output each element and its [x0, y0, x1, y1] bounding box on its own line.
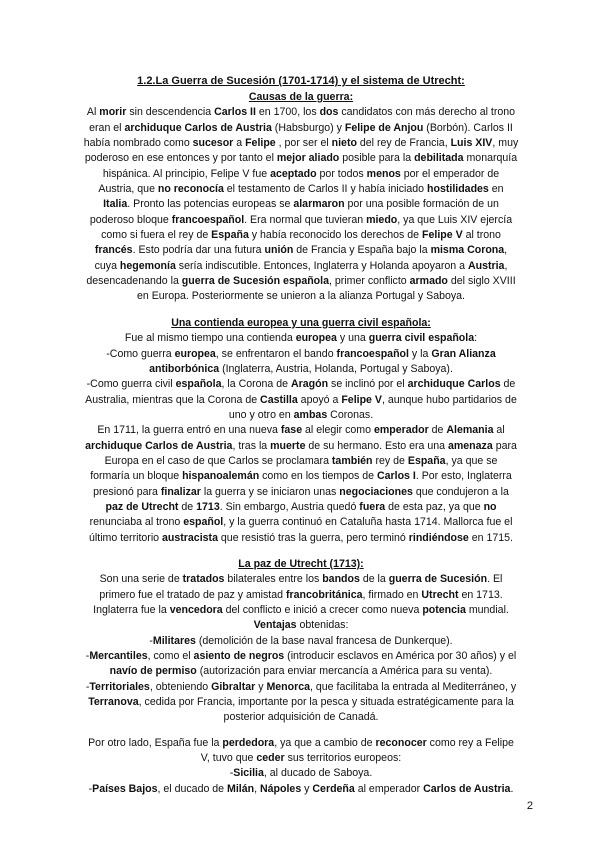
text-run: ,	[504, 244, 508, 257]
text-run: uno y otro en	[228, 408, 294, 421]
text-run: -Como guerra civil	[86, 378, 176, 391]
bold-term: Mercantiles	[89, 650, 148, 663]
text-run: de la	[359, 573, 389, 586]
text-line	[66, 274, 536, 289]
bold-term: guerra civil española	[368, 332, 475, 345]
bold-term: Ventajas	[253, 619, 297, 632]
bold-term: España	[211, 229, 249, 242]
text-run: cuya	[94, 259, 120, 272]
text-run: y	[255, 680, 267, 693]
text-run: , y la guerra continuó en Cataluña hasta 1714. Mallorca fue el	[223, 516, 513, 529]
text-run: rey de	[372, 454, 408, 467]
bold-term: finalizar	[160, 485, 201, 498]
bold-term: España	[407, 454, 446, 467]
bold-term: vencedora	[169, 604, 223, 616]
bold-term: Alemania	[446, 424, 494, 437]
text-run: (Borbón). Carlos II	[423, 121, 513, 134]
text-run: . Pronto las potencias europeas se	[127, 198, 294, 211]
text-run: de	[428, 424, 447, 437]
bold-term: fuera	[359, 500, 386, 513]
text-run: V, tuvo que	[200, 752, 257, 765]
bold-term: Gibraltar	[211, 680, 256, 693]
text-run: que resistió tras la guerra, pero terminó	[217, 531, 409, 544]
text-run: . El	[487, 573, 503, 586]
text-line	[66, 515, 536, 530]
text-line	[66, 618, 536, 633]
bold-term: Nápoles	[260, 782, 302, 795]
text-run: presionó para	[93, 485, 161, 498]
text-line	[66, 782, 536, 797]
text-line	[66, 259, 536, 274]
text-run: -	[85, 680, 90, 693]
bold-term: española	[175, 378, 222, 391]
text-line	[66, 454, 536, 469]
text-run: , tras la	[232, 439, 271, 452]
text-run: :	[474, 332, 478, 345]
text-line	[66, 766, 536, 781]
text-run: , muy	[492, 137, 519, 150]
bold-term: sucesor	[192, 137, 234, 150]
bold-term: amenaza	[447, 439, 493, 452]
bold-term: Felipe V	[341, 393, 382, 406]
text-line	[66, 680, 536, 695]
bold-term: francés	[94, 244, 133, 257]
text-run: por todos	[316, 167, 367, 180]
bold-term: Luis XIV	[450, 137, 493, 150]
text-run: y había reconocido los derechos de	[248, 229, 423, 242]
section-causas	[66, 90, 536, 305]
text-run: , cedida por Francia, importante por la pesca y situada estratégicamente para la	[138, 696, 514, 709]
bold-term: Terranova	[88, 696, 139, 709]
bold-term: Italia	[103, 198, 128, 211]
bold-term: bandos	[322, 573, 360, 586]
bold-term: hostilidades	[427, 183, 489, 196]
bold-term: guerra de Sucesión española	[181, 275, 329, 288]
section-heading: Una contienda europea y una guerra civil española:	[171, 316, 431, 329]
text-line	[66, 751, 536, 766]
bold-term: dos	[319, 106, 339, 119]
text-line	[66, 664, 536, 679]
text-run: , al ducado de Saboya.	[263, 767, 373, 780]
text-run: , firmado en	[362, 588, 422, 601]
text-run: al	[493, 424, 505, 437]
bold-term: Utrecht	[421, 588, 459, 601]
text-line	[66, 603, 536, 618]
text-run: En 1711, la guerra entró en una nueva	[97, 424, 281, 437]
bold-term: rindiéndose	[408, 531, 469, 544]
text-run: como si fuera el rey de	[101, 229, 212, 242]
bold-term: potencia	[422, 604, 466, 616]
text-run: poderoso en ese entonces y por tanto el	[84, 152, 277, 165]
text-line	[66, 362, 536, 377]
text-run: para	[492, 439, 517, 452]
bold-term: perdedora	[222, 736, 275, 749]
bold-term: ambas	[293, 408, 328, 421]
text-run: Austria, que	[98, 183, 158, 196]
text-run: posterior adquisición de Canadá.	[223, 711, 379, 724]
text-run: , primer conflicto	[328, 275, 410, 288]
text-run: al elegir como	[302, 424, 374, 437]
text-run: Australia, mientras que la Corona de	[85, 393, 261, 406]
text-run: (autorización para enviar mercancía a América para su venta).	[196, 665, 493, 678]
bold-term: ceder	[256, 752, 285, 765]
bold-term: Menorca	[266, 680, 311, 693]
bold-term: austracista	[162, 531, 218, 544]
text-line	[66, 736, 536, 751]
text-run: en	[488, 183, 504, 196]
text-run: por el emperador de	[400, 167, 500, 180]
text-line	[66, 213, 536, 228]
bold-term: unión	[264, 244, 294, 257]
bold-term: armado	[409, 275, 448, 288]
section-heading: La paz de Utrecht (1713):	[238, 557, 364, 570]
text-run: como rey a Felipe	[426, 736, 514, 749]
text-run: mundial.	[465, 604, 509, 616]
bold-term: Austria	[467, 259, 505, 272]
bold-term: antiborbónica	[149, 362, 220, 375]
section-espana	[66, 736, 536, 797]
bold-term: Sicilia	[233, 767, 264, 780]
text-run: . Era normal que tuvieran	[244, 213, 367, 226]
text-run: Coronas.	[327, 408, 374, 421]
text-run: de Francia y España bajo la	[293, 244, 431, 257]
bold-term: europea	[295, 332, 337, 345]
text-run: ,	[254, 782, 260, 795]
text-run: en 1700, los	[255, 106, 320, 119]
text-line	[66, 347, 536, 362]
bold-term: europea	[174, 347, 216, 360]
bold-term: 1713	[196, 500, 220, 513]
text-run: primero fue el tratado de paz y amistad	[99, 588, 286, 601]
text-line	[66, 182, 536, 197]
text-run: posible para la	[339, 152, 415, 165]
text-run: del rey de Francia,	[356, 137, 451, 150]
text-run: el testamento de Carlos II y había iniciado	[223, 183, 428, 196]
text-run: , que facilitaba la entrada al Mediterráneo, y	[310, 680, 517, 693]
text-line	[66, 228, 536, 243]
text-line	[66, 531, 536, 546]
bold-term: Cerdeña	[312, 782, 355, 795]
bold-term: Gran Alianza	[431, 347, 496, 360]
bold-term: paz de Utrecht	[105, 500, 179, 513]
bold-term: menos	[366, 167, 401, 180]
text-run: (demolición de la base naval francesa de Dunkerque).	[195, 634, 453, 647]
bold-term: Castilla	[260, 393, 298, 406]
bold-term: guerra de Sucesión	[388, 573, 488, 586]
bold-term: negociaciones	[339, 485, 413, 498]
bold-term: hispanoalemán	[182, 470, 260, 483]
bold-term: debilitada	[414, 152, 464, 165]
text-run: de su hermano. Esto era una	[305, 439, 448, 452]
text-run: del siglo XVIII	[447, 275, 516, 288]
bold-term: asiento de negros	[193, 650, 285, 663]
text-run: del conflicto e inició a crecer como nueva	[222, 604, 423, 616]
bold-term: Territoriales	[89, 680, 150, 693]
text-line	[66, 151, 536, 166]
text-line	[66, 500, 536, 515]
bold-term: no	[483, 500, 497, 513]
bold-term: Felipe	[245, 137, 276, 150]
section-contienda	[66, 316, 536, 546]
text-run: como en los tiempos de	[259, 470, 377, 483]
bold-term: mejor aliado	[276, 152, 340, 165]
text-run: -	[88, 782, 93, 795]
text-run: se inclinó por el	[328, 378, 408, 391]
bold-term: español	[183, 516, 224, 529]
section-heading: Causas de la guerra:	[248, 91, 354, 103]
text-run: , se enfrentaron el bando	[215, 347, 337, 360]
text-run: Inglaterra fue la	[93, 604, 170, 616]
text-run: , el ducado de	[157, 782, 228, 795]
text-line	[66, 197, 536, 212]
text-line	[66, 439, 536, 454]
section-body	[66, 572, 536, 725]
text-line	[66, 469, 536, 484]
text-run: la guerra y se iniciaron unas	[200, 485, 340, 498]
text-run: había nombrado como	[83, 137, 193, 150]
text-run: al emperador	[354, 782, 424, 795]
text-run: , ya que a cambio de	[274, 736, 376, 749]
text-run: de	[500, 378, 516, 391]
text-run: de esta paz, ya que	[385, 500, 484, 513]
bold-term: archiduque Carlos de Austria	[85, 439, 233, 452]
bold-term: Felipe de Anjou	[344, 121, 424, 134]
text-run: obtenidas:	[296, 619, 349, 632]
text-run: (Habsburgo) y	[271, 121, 345, 134]
bold-term: no reconocía	[157, 183, 224, 196]
bold-term: francoespañol	[336, 347, 409, 360]
text-line	[66, 243, 536, 258]
text-run: Fue al mismo tiempo una contienda	[124, 332, 296, 345]
text-run: último territorio	[89, 531, 163, 544]
text-line	[66, 105, 536, 120]
text-run: hispánica. Al principio, Felipe V fue	[102, 167, 271, 180]
text-run: . Por esto, Inglaterra	[415, 470, 512, 483]
text-run: por una posible formación de un	[344, 198, 499, 211]
text-line	[66, 572, 536, 587]
text-run: en 1713.	[458, 588, 503, 601]
bold-term: emperador	[373, 424, 429, 437]
text-run: -	[149, 634, 153, 647]
text-run: y una	[336, 332, 369, 345]
text-run: en 1715.	[468, 531, 513, 544]
text-line	[66, 136, 536, 151]
bold-term: francobritánica	[285, 588, 363, 601]
text-run: poderoso bloque	[89, 213, 172, 226]
text-run: Al	[86, 106, 100, 119]
text-run: .	[510, 782, 514, 795]
text-run: , la Corona de	[221, 378, 291, 391]
bold-term: morir	[99, 106, 127, 119]
text-line	[66, 393, 536, 408]
text-run: sus territorios europeos:	[284, 752, 402, 765]
document-title: 1.2.La Guerra de Sucesión (1701-1714) y el sistema de Utrecht:	[137, 75, 465, 87]
section-body	[66, 736, 536, 797]
text-run: y	[301, 782, 313, 795]
text-line	[66, 649, 536, 664]
text-line	[66, 289, 536, 304]
text-run: . Esto podría dar una futura	[132, 244, 265, 257]
text-run: al trono	[462, 229, 501, 242]
text-run: . Sin embargo, Austria quedó	[219, 500, 360, 513]
text-line	[66, 588, 536, 603]
text-run: , por ser el	[275, 137, 332, 150]
text-run: apoyó a	[297, 393, 342, 406]
bold-term: aceptado	[270, 167, 317, 180]
text-run: y la	[408, 347, 432, 360]
text-run: (introducir esclavos en América por 30 años) y el	[284, 650, 517, 663]
bold-term: reconocer	[375, 736, 427, 749]
text-run: candidatos con más derecho al trono	[338, 106, 516, 119]
text-run: sería indiscutible. Entonces, Inglaterra y Holanda apoyaron a	[175, 259, 468, 272]
section-body	[66, 105, 536, 304]
text-run: desencadenando la	[86, 275, 182, 288]
text-run: Europa en el caso de que Carlos se proclamara	[104, 454, 332, 467]
bold-term: archiduque Carlos de Austria	[124, 121, 272, 134]
text-line	[66, 408, 536, 423]
text-run: ,	[504, 259, 508, 272]
bold-term: Carlos de Austria	[423, 782, 511, 795]
bold-term: Felipe V	[422, 229, 463, 242]
text-run: bilaterales entre los	[224, 573, 323, 586]
text-run: a	[233, 137, 246, 150]
text-run: , ya que se	[445, 454, 498, 467]
text-run: , ya que Luis XIV ejercía	[397, 213, 513, 226]
bold-term: Milán	[227, 782, 255, 795]
text-line	[66, 634, 536, 649]
bold-term: navío de permiso	[109, 665, 197, 678]
text-run: , aunque hubo partidarios de	[381, 393, 517, 406]
section-body	[66, 331, 536, 546]
text-run: formaría un bloque	[90, 470, 183, 483]
text-run: -	[229, 767, 234, 780]
bold-term: Carlos II	[214, 106, 256, 119]
bold-term: Aragón	[291, 378, 329, 391]
text-run: Son una serie de	[99, 573, 183, 586]
bold-term: francoespañol	[171, 213, 245, 226]
section-paz	[66, 557, 536, 726]
text-run: monarquía	[463, 152, 518, 165]
text-line	[66, 695, 536, 710]
bold-term: Militares	[152, 634, 196, 647]
text-line	[66, 423, 536, 438]
bold-term: tratados	[182, 573, 225, 586]
bold-term: nieto	[331, 137, 357, 150]
text-run: Por otro lado, España fue la	[88, 736, 223, 749]
text-run: sin descendencia	[126, 106, 215, 119]
document-page	[66, 72, 536, 797]
text-run: -Como guerra	[106, 347, 175, 360]
bold-term: fase	[280, 424, 303, 437]
text-run: (Inglaterra, Austria, Holanda, Portugal y Saboya).	[219, 362, 453, 375]
bold-term: Carlos I	[376, 470, 416, 483]
text-run: renunciaba al trono	[89, 516, 184, 529]
text-run: , como el	[147, 650, 194, 663]
bold-term: miedo	[366, 213, 398, 226]
bold-term: también	[331, 454, 373, 467]
bold-term: Países Bajos	[92, 782, 158, 795]
text-line	[66, 121, 536, 136]
bold-term: misma Corona	[430, 244, 505, 257]
text-run: eran el	[89, 121, 125, 134]
text-run: , obteniendo	[149, 680, 212, 693]
text-run: en Europa. Posteriormente se unieron a la alianza Portugal y Saboya.	[136, 290, 466, 303]
page-number: 2	[526, 800, 533, 812]
text-line	[66, 485, 536, 500]
text-line	[66, 377, 536, 392]
text-run: -	[85, 650, 90, 663]
text-line	[66, 167, 536, 182]
text-line	[66, 331, 536, 346]
text-run: de	[178, 500, 197, 513]
bold-term: archiduque Carlos	[407, 378, 501, 391]
bold-term: muerte	[270, 439, 306, 452]
bold-term: alarmaron	[293, 198, 345, 211]
text-line	[66, 710, 536, 725]
text-run: que condujeron a la	[412, 485, 509, 498]
bold-term: hegemonía	[119, 259, 176, 272]
